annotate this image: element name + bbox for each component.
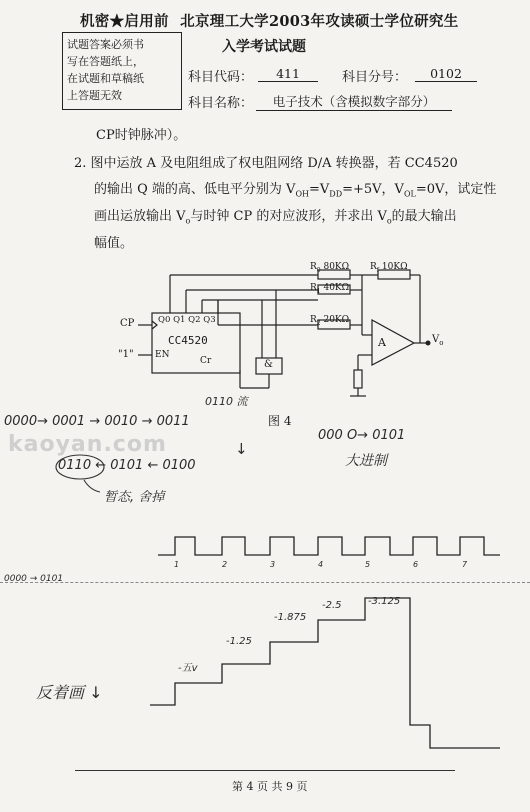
code-label: 科目代码： bbox=[188, 70, 254, 85]
question-line: 画出运放输出 $V_o$与时钟 CP 的对应波形，并求出 $V_o$的最大输出 bbox=[94, 209, 457, 226]
handwritten-sequence: 0000→ 0001 → 0010 → 0011 bbox=[4, 414, 190, 429]
part-value: 0102 bbox=[415, 66, 477, 82]
level-label: -五v bbox=[178, 663, 198, 674]
confidential-mark: 机密★启用前 bbox=[80, 13, 169, 30]
tick-label: 7 bbox=[462, 560, 468, 569]
label-r0: $R_0$ 80KΩ bbox=[310, 262, 350, 274]
handwritten-note: 大进制 bbox=[345, 453, 387, 469]
handwritten-0110: 0110 流 bbox=[205, 395, 248, 408]
label-en: EN bbox=[155, 350, 170, 360]
handwritten-sequence: 0110 ← 0101 ← 0100 bbox=[58, 458, 196, 473]
tick-label: 1 bbox=[174, 560, 180, 569]
part-label: 科目分号： bbox=[342, 70, 408, 85]
tick-label: 3 bbox=[270, 560, 276, 569]
tick-label: 5 bbox=[365, 560, 371, 569]
label-rf: $R_f$ 10KΩ bbox=[370, 262, 408, 274]
tick-label: 6 bbox=[413, 560, 419, 569]
level-label: -1.875 bbox=[274, 612, 307, 623]
watermark: kaoyan.com bbox=[8, 432, 167, 457]
tick-label: 2 bbox=[222, 560, 228, 569]
instruction-line: 试题答案必须书 bbox=[67, 38, 144, 51]
name-value: 电子技术（含模拟数字部分） bbox=[256, 92, 452, 111]
label-qpins: Q0 Q1 Q2 Q3 bbox=[158, 315, 216, 325]
handwritten-arrow: ↓ bbox=[235, 440, 248, 458]
level-label: -1.25 bbox=[226, 636, 252, 647]
question-line: 的输出 Q 端的高、低电平分别为 $V_{OH}=V_{DD}=+5V$，$V_{OL}=0V$，试定性 bbox=[94, 182, 497, 199]
label-chip: CC4520 bbox=[168, 334, 208, 347]
page-number: 第 4 页 共 9 页 bbox=[232, 780, 308, 793]
handwritten-sequence: 0000 → 0101 bbox=[4, 574, 64, 584]
label-r1: $R_1$ 40KΩ bbox=[310, 283, 350, 295]
instruction-line: 在试题和草稿纸 bbox=[67, 72, 144, 85]
label-cr: Cr bbox=[200, 356, 212, 366]
question-line: 幅值。 bbox=[94, 236, 134, 251]
output-trace bbox=[150, 598, 500, 748]
label-one: "1" bbox=[118, 349, 134, 360]
handwritten-sequence: 000 O→ 0101 bbox=[318, 428, 406, 443]
label-cp: CP bbox=[120, 318, 135, 329]
label-vo: $V_o$ bbox=[432, 334, 444, 347]
exam-subtitle: 入学考试试题 bbox=[222, 39, 306, 55]
handwritten-note: 反着画 ↓ bbox=[36, 683, 103, 702]
instruction-line: 写在答题纸上， bbox=[67, 55, 144, 68]
level-label: -2.5 bbox=[322, 600, 342, 611]
level-label: -3.125 bbox=[368, 596, 401, 607]
footer-rule bbox=[75, 770, 455, 771]
exam-title: 北京理工大学2003年攻读硕士学位研究生 bbox=[180, 13, 459, 30]
instruction-line: 上答题无效 bbox=[67, 89, 122, 102]
label-r2: $R_2$ 20KΩ bbox=[310, 315, 350, 327]
tick-label: 4 bbox=[318, 560, 324, 569]
question-line: 2. 图中运放 A 及电阻组成了权电阻网络 D/A 转换器，若 CC4520 bbox=[74, 156, 458, 171]
name-label: 科目名称： bbox=[188, 96, 254, 111]
label-and: & bbox=[264, 359, 273, 370]
figure-caption: 图 4 bbox=[268, 414, 292, 428]
code-value: 411 bbox=[258, 66, 318, 82]
label-amp: A bbox=[378, 336, 386, 349]
continuation-text: CP时钟脉冲）。 bbox=[96, 128, 187, 143]
handwritten-note: 暂态, 舍掉 bbox=[104, 490, 165, 505]
